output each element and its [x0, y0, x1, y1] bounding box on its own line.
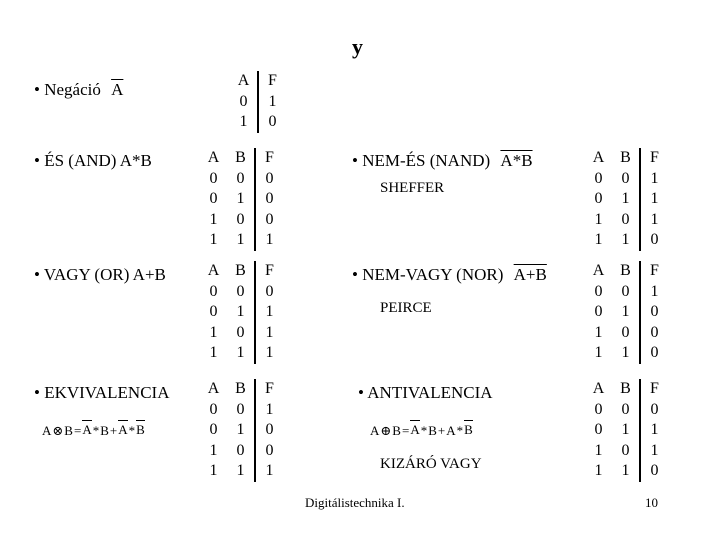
page-title: y [352, 34, 363, 59]
formula-token: A [42, 423, 52, 438]
nor-truth-table [585, 261, 668, 364]
formula-token: = [73, 423, 82, 438]
truth-value-cell: 0 [594, 282, 603, 300]
truth-table-row [585, 282, 668, 303]
truth-value-cell: 0 [209, 169, 218, 187]
truth-table-header [200, 148, 283, 169]
formula-token: B [100, 423, 109, 438]
truth-table-row [585, 302, 668, 323]
column-header: A [230, 71, 258, 92]
and-truth-table [200, 148, 283, 251]
truth-table-row [585, 323, 668, 344]
truth-value-cell: 0 [230, 92, 258, 113]
negation-label [34, 80, 123, 100]
negation-label-text: • Negáció [34, 80, 101, 99]
truth-value-cell: 1 [209, 231, 218, 248]
truth-value-cell: 0 [612, 282, 640, 303]
equivalence-formula [42, 423, 145, 440]
truth-table-row [585, 441, 668, 462]
truth-value-cell: 0 [612, 169, 640, 190]
truth-value-cell: 0 [227, 441, 255, 462]
antivalence-alias: KIZÁRÓ VAGY [380, 456, 482, 472]
truth-value-cell: 1 [227, 461, 255, 482]
truth-value-cell: 1 [594, 323, 603, 341]
equivalence-truth-table [200, 379, 283, 482]
truth-table-header [585, 379, 668, 400]
truth-table-row [585, 461, 668, 482]
truth-value-cell: 0 [265, 421, 274, 438]
truth-value-cell: 1 [227, 230, 255, 251]
column-header: A [207, 149, 220, 166]
column-header: F [650, 380, 659, 397]
truth-table-row [230, 92, 286, 113]
truth-value-cell: 1 [612, 343, 640, 364]
truth-value-cell: 0 [227, 169, 255, 190]
formula-token: ⊗ [52, 423, 64, 438]
nand-label-text: • NEM-ÉS (NAND) [352, 151, 491, 170]
truth-table-row [200, 343, 283, 364]
truth-value-cell: 0 [594, 190, 603, 207]
truth-table-header [230, 71, 286, 92]
truth-value-cell: 0 [650, 344, 659, 361]
truth-value-cell: 0 [209, 303, 218, 320]
formula-token: A [446, 423, 456, 438]
or-truth-table [200, 261, 283, 364]
nand-truth-table [585, 148, 668, 251]
truth-table-row [200, 441, 283, 462]
column-header: A [592, 262, 605, 279]
formula-token: * [128, 423, 136, 438]
antivalence-label: • ANTIVALENCIA [358, 383, 493, 402]
column-header: A [207, 380, 220, 397]
nor-label [352, 265, 547, 285]
page-number: 10 [645, 495, 658, 510]
column-header: B [227, 148, 255, 169]
column-header: F [268, 72, 277, 89]
truth-value-cell: 0 [227, 400, 255, 421]
truth-value-cell: 1 [650, 169, 659, 187]
formula-token: B [464, 422, 473, 437]
truth-table-header [200, 261, 283, 282]
truth-value-cell: 1 [650, 282, 659, 300]
truth-value-cell: 1 [650, 210, 659, 228]
truth-value-cell: 1 [650, 421, 659, 438]
truth-value-cell: 0 [612, 400, 640, 421]
formula-token: B [392, 423, 401, 438]
truth-value-cell: 0 [650, 462, 659, 479]
truth-table-row [585, 189, 668, 210]
column-header: B [612, 379, 640, 400]
truth-value-cell: 0 [650, 303, 659, 320]
nor-expr: A+B [513, 265, 547, 284]
truth-value-cell: 0 [612, 210, 640, 231]
footer-text: Digitálistechnika I. [305, 495, 405, 510]
antivalence-truth-table [585, 379, 668, 482]
truth-value-cell: 1 [227, 420, 255, 441]
truth-value-cell: 1 [612, 461, 640, 482]
truth-value-cell: 1 [227, 302, 255, 323]
column-header: F [650, 149, 659, 166]
truth-table-header [200, 379, 283, 400]
truth-value-cell: 1 [209, 210, 218, 228]
truth-table-row [585, 230, 668, 251]
truth-value-cell: 0 [209, 190, 218, 207]
truth-table-row [200, 282, 283, 303]
truth-value-cell: 0 [227, 210, 255, 231]
formula-token: A [118, 422, 128, 437]
truth-table-row [585, 169, 668, 190]
negation-truth-table [230, 71, 286, 133]
formula-token: B [136, 422, 145, 437]
formula-token: = [401, 423, 410, 438]
truth-value-cell: 0 [650, 231, 659, 248]
truth-value-cell: 0 [209, 421, 218, 438]
truth-value-cell: 0 [594, 400, 603, 418]
truth-value-cell: 1 [612, 230, 640, 251]
nor-alias: PEIRCE [380, 300, 432, 316]
truth-table-row [230, 112, 286, 133]
nand-expr: A*B [500, 151, 533, 170]
truth-table-row [200, 189, 283, 210]
truth-value-cell: 1 [612, 420, 640, 441]
truth-table-row [585, 420, 668, 441]
truth-value-cell: 1 [612, 189, 640, 210]
truth-value-cell: 0 [227, 282, 255, 303]
truth-value-cell: 0 [650, 400, 659, 418]
formula-token: + [437, 423, 446, 438]
truth-value-cell: 1 [209, 441, 218, 459]
formula-token: * [92, 423, 100, 438]
truth-value-cell: 0 [650, 323, 659, 341]
equivalence-label: • EKVIVALENCIA [34, 383, 170, 402]
truth-value-cell: 1 [265, 231, 274, 248]
truth-value-cell: 0 [612, 441, 640, 462]
column-header: A [592, 380, 605, 397]
truth-value-cell: 1 [265, 400, 274, 418]
formula-token: + [109, 423, 118, 438]
truth-table-row [200, 210, 283, 231]
antivalence-formula [370, 423, 473, 440]
truth-value-cell: 1 [594, 344, 603, 361]
truth-value-cell: 1 [594, 441, 603, 459]
truth-value-cell: 0 [594, 421, 603, 438]
truth-table-row [200, 420, 283, 441]
formula-token: A [370, 423, 380, 438]
nand-label [352, 151, 533, 171]
truth-value-cell: 1 [650, 190, 659, 207]
and-label: • ÉS (AND) A*B [34, 151, 152, 170]
truth-value-cell: 1 [265, 323, 274, 341]
column-header: F [265, 262, 274, 279]
truth-value-cell: 0 [209, 282, 218, 300]
truth-table-header [585, 261, 668, 282]
truth-value-cell: 1 [594, 231, 603, 248]
truth-value-cell: 0 [612, 323, 640, 344]
truth-value-cell: 0 [265, 210, 274, 228]
column-header: B [227, 261, 255, 282]
truth-table-row [585, 400, 668, 421]
truth-value-cell: 1 [227, 343, 255, 364]
column-header: B [227, 379, 255, 400]
truth-value-cell: 1 [594, 210, 603, 228]
column-header: F [265, 149, 274, 166]
formula-token: B [64, 423, 73, 438]
formula-token: B [428, 423, 437, 438]
truth-value-cell: 0 [594, 303, 603, 320]
truth-value-cell: 0 [209, 400, 218, 418]
formula-token: A [410, 422, 420, 437]
column-header: A [592, 149, 605, 166]
truth-table-row [200, 169, 283, 190]
column-header: A [207, 262, 220, 279]
truth-table-row [200, 230, 283, 251]
or-label: • VAGY (OR) A+B [34, 265, 166, 284]
truth-value-cell: 1 [230, 112, 258, 133]
truth-value-cell: 1 [265, 344, 274, 361]
formula-token: * [456, 423, 464, 438]
column-header: F [650, 262, 659, 279]
truth-value-cell: 1 [265, 462, 274, 479]
truth-table-header [585, 148, 668, 169]
truth-value-cell: 0 [265, 190, 274, 207]
truth-value-cell: 1 [650, 441, 659, 459]
truth-value-cell: 1 [209, 344, 218, 361]
truth-value-cell: 0 [265, 282, 274, 300]
truth-value-cell: 1 [612, 302, 640, 323]
truth-value-cell: 1 [268, 92, 277, 110]
column-header: F [265, 380, 274, 397]
truth-value-cell: 0 [265, 441, 274, 459]
truth-value-cell: 0 [268, 113, 277, 130]
formula-token: * [420, 423, 428, 438]
truth-value-cell: 1 [594, 462, 603, 479]
truth-value-cell: 0 [594, 169, 603, 187]
truth-value-cell: 0 [227, 323, 255, 344]
column-header: B [612, 261, 640, 282]
truth-value-cell: 1 [265, 303, 274, 320]
formula-token: ⊕ [380, 423, 392, 438]
truth-value-cell: 1 [227, 189, 255, 210]
truth-table-row [200, 400, 283, 421]
truth-value-cell: 1 [209, 462, 218, 479]
nand-alias: SHEFFER [380, 180, 445, 196]
negation-expr: $\overline{A}$ [111, 80, 124, 99]
truth-value-cell: 1 [209, 323, 218, 341]
nor-label-text: • NEM-VAGY (NOR) [352, 265, 504, 284]
truth-table-row [200, 461, 283, 482]
truth-table-row [585, 210, 668, 231]
truth-value-cell: 0 [265, 169, 274, 187]
truth-table-row [200, 323, 283, 344]
truth-table-row [200, 302, 283, 323]
formula-token: A [82, 422, 92, 437]
column-header: B [612, 148, 640, 169]
truth-table-row [585, 343, 668, 364]
